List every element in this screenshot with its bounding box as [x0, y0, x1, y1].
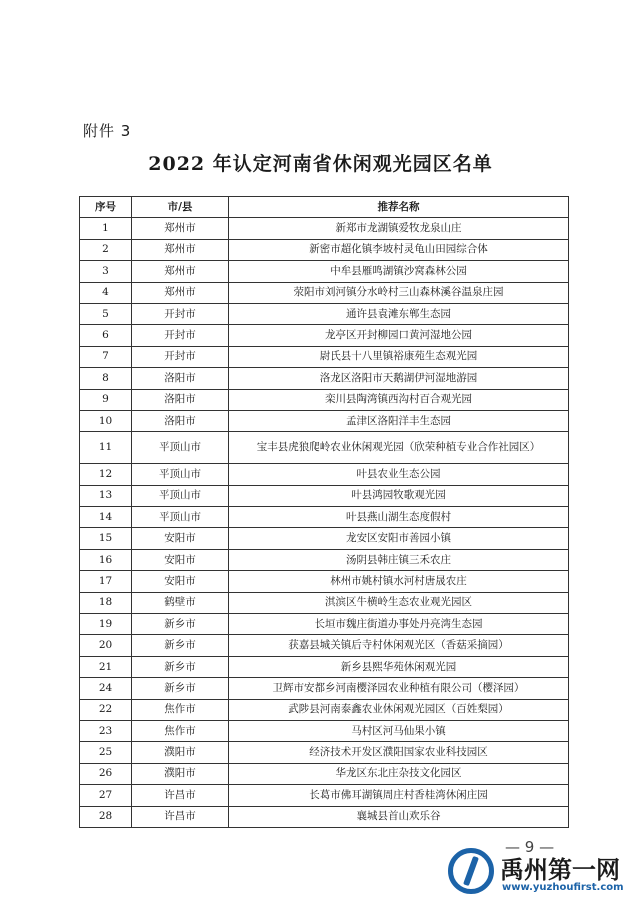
- row-number: 8: [80, 368, 132, 389]
- table-row: [80, 389, 569, 410]
- table-header-row: [80, 197, 569, 218]
- page-number: — 9 —: [505, 838, 555, 856]
- table-row: [80, 410, 569, 431]
- row-name: 襄城县首山欢乐谷: [229, 806, 569, 827]
- row-city: 濮阳市: [132, 763, 229, 784]
- row-city: 平顶山市: [132, 432, 229, 464]
- table-row: [80, 261, 569, 282]
- row-city: 新乡市: [132, 656, 229, 677]
- table-row: [80, 528, 569, 549]
- row-number: 27: [80, 785, 132, 806]
- row-city: 濮阳市: [132, 742, 229, 763]
- table-row: [80, 432, 569, 464]
- row-city: 新乡市: [132, 678, 229, 699]
- table-row: [80, 763, 569, 784]
- table-row: [80, 614, 569, 635]
- row-number: 20: [80, 635, 132, 656]
- row-name: 龙安区安阳市善园小镇: [229, 528, 569, 549]
- row-number: 21: [80, 656, 132, 677]
- row-number: 1: [80, 218, 132, 239]
- row-number: 5: [80, 303, 132, 324]
- row-city: 洛阳市: [132, 368, 229, 389]
- row-city: 安阳市: [132, 571, 229, 592]
- park-list-table: [79, 196, 569, 828]
- watermark: [448, 846, 638, 904]
- row-city: 平顶山市: [132, 464, 229, 485]
- row-name: 新密市超化镇李坡村灵龟山田园综合体: [229, 239, 569, 260]
- row-city: 安阳市: [132, 528, 229, 549]
- table-row: [80, 592, 569, 613]
- row-number: 6: [80, 325, 132, 346]
- row-name: 长垣市魏庄街道办事处丹亮湾生态园: [229, 614, 569, 635]
- row-name: 通许县袁滩东郸生态园: [229, 303, 569, 324]
- row-number: 16: [80, 549, 132, 570]
- row-name: 卫辉市安都乡河南樱泽园农业种植有限公司（樱泽园）: [229, 678, 569, 699]
- row-name: 叶县燕山湖生态度假村: [229, 507, 569, 528]
- row-number: 19: [80, 614, 132, 635]
- row-name: 长葛市佛耳湖镇周庄村香桂湾休闲庄园: [229, 785, 569, 806]
- row-number: 12: [80, 464, 132, 485]
- row-name: 叶县农业生态公园: [229, 464, 569, 485]
- row-city: 平顶山市: [132, 507, 229, 528]
- header-name: 推荐名称: [229, 197, 569, 218]
- row-city: 郑州市: [132, 239, 229, 260]
- row-number: 17: [80, 571, 132, 592]
- row-city: 郑州市: [132, 282, 229, 303]
- header-no: 序号: [80, 197, 132, 218]
- row-number: 2: [80, 239, 132, 260]
- table-row: [80, 507, 569, 528]
- row-city: 开封市: [132, 303, 229, 324]
- row-number: 10: [80, 410, 132, 431]
- table-row: [80, 303, 569, 324]
- row-number: 13: [80, 485, 132, 506]
- row-name: 武陟县河南泰鑫农业休闲观光园区（百姓梨园）: [229, 699, 569, 720]
- row-name: 林州市姚村镇水河村唐晟农庄: [229, 571, 569, 592]
- row-number: 25: [80, 742, 132, 763]
- row-city: 焦作市: [132, 699, 229, 720]
- row-number: 9: [80, 389, 132, 410]
- row-number: 26: [80, 763, 132, 784]
- table-row: [80, 464, 569, 485]
- watermark-logo-icon: [448, 848, 494, 894]
- row-city: 开封市: [132, 325, 229, 346]
- table-row: [80, 742, 569, 763]
- table-row: [80, 656, 569, 677]
- table-row: [80, 699, 569, 720]
- row-number: 7: [80, 346, 132, 367]
- row-name: 龙亭区开封柳园口黄河湿地公园: [229, 325, 569, 346]
- table-row: [80, 549, 569, 570]
- table-row: [80, 346, 569, 367]
- row-city: 焦作市: [132, 720, 229, 741]
- row-name: 淇滨区牛横岭生态农业观光园区: [229, 592, 569, 613]
- row-name: 经济技术开发区濮阳国家农业科技园区: [229, 742, 569, 763]
- table-row: [80, 485, 569, 506]
- row-number: 14: [80, 507, 132, 528]
- row-name: 获嘉县城关镇后寺村休闲观光区（香菇采摘园）: [229, 635, 569, 656]
- table-row: [80, 678, 569, 699]
- row-number: 28: [80, 806, 132, 827]
- row-city: 鹤壁市: [132, 592, 229, 613]
- row-number: 24: [80, 678, 132, 699]
- table-row: [80, 571, 569, 592]
- row-name: 新乡县熙华苑休闲观光园: [229, 656, 569, 677]
- table-row: [80, 806, 569, 827]
- row-number: 4: [80, 282, 132, 303]
- table-row: [80, 218, 569, 239]
- row-name: 汤阴县韩庄镇三禾农庄: [229, 549, 569, 570]
- row-name: 马村区河马仙果小镇: [229, 720, 569, 741]
- row-city: 新乡市: [132, 635, 229, 656]
- row-number: 23: [80, 720, 132, 741]
- row-city: 洛阳市: [132, 410, 229, 431]
- row-city: 郑州市: [132, 218, 229, 239]
- row-number: 11: [80, 432, 132, 464]
- table-row: [80, 368, 569, 389]
- row-name: 宝丰县虎狼爬岭农业休闲观光园（欣荣种植专业合作社园区）: [229, 432, 569, 464]
- page-title: 2022 年认定河南省休闲观光园区名单: [148, 153, 493, 175]
- row-number: 18: [80, 592, 132, 613]
- watermark-name: 禹州第一网: [500, 856, 620, 884]
- row-number: 3: [80, 261, 132, 282]
- row-city: 开封市: [132, 346, 229, 367]
- row-city: 洛阳市: [132, 389, 229, 410]
- row-name: 荥阳市刘河镇分水岭村三山森林溪谷温泉庄园: [229, 282, 569, 303]
- row-number: 22: [80, 699, 132, 720]
- attachment-label: 附件 3: [83, 122, 132, 140]
- row-name: 中牟县雁鸣湖镇沙窝森林公园: [229, 261, 569, 282]
- row-number: 15: [80, 528, 132, 549]
- row-name: 华龙区东北庄杂技文化园区: [229, 763, 569, 784]
- row-name: 新郑市龙湖镇爱牧龙泉山庄: [229, 218, 569, 239]
- table-row: [80, 720, 569, 741]
- table-row: [80, 325, 569, 346]
- row-city: 安阳市: [132, 549, 229, 570]
- row-city: 许昌市: [132, 785, 229, 806]
- row-city: 平顶山市: [132, 485, 229, 506]
- row-city: 许昌市: [132, 806, 229, 827]
- row-name: 尉氏县十八里镇裕康苑生态观光园: [229, 346, 569, 367]
- row-name: 洛龙区洛阳市天鹅湖伊河湿地游园: [229, 368, 569, 389]
- table-row: [80, 282, 569, 303]
- row-city: 新乡市: [132, 614, 229, 635]
- row-name: 孟津区洛阳洋丰生态园: [229, 410, 569, 431]
- table-row: [80, 239, 569, 260]
- row-city: 郑州市: [132, 261, 229, 282]
- table-row: [80, 785, 569, 806]
- watermark-url: www.yuzhoufirst.com: [502, 882, 624, 893]
- row-name: 栾川县陶湾镇西沟村百合观光园: [229, 389, 569, 410]
- header-city: 市/县: [132, 197, 229, 218]
- table-row: [80, 635, 569, 656]
- row-name: 叶县鸿园牧歌观光园: [229, 485, 569, 506]
